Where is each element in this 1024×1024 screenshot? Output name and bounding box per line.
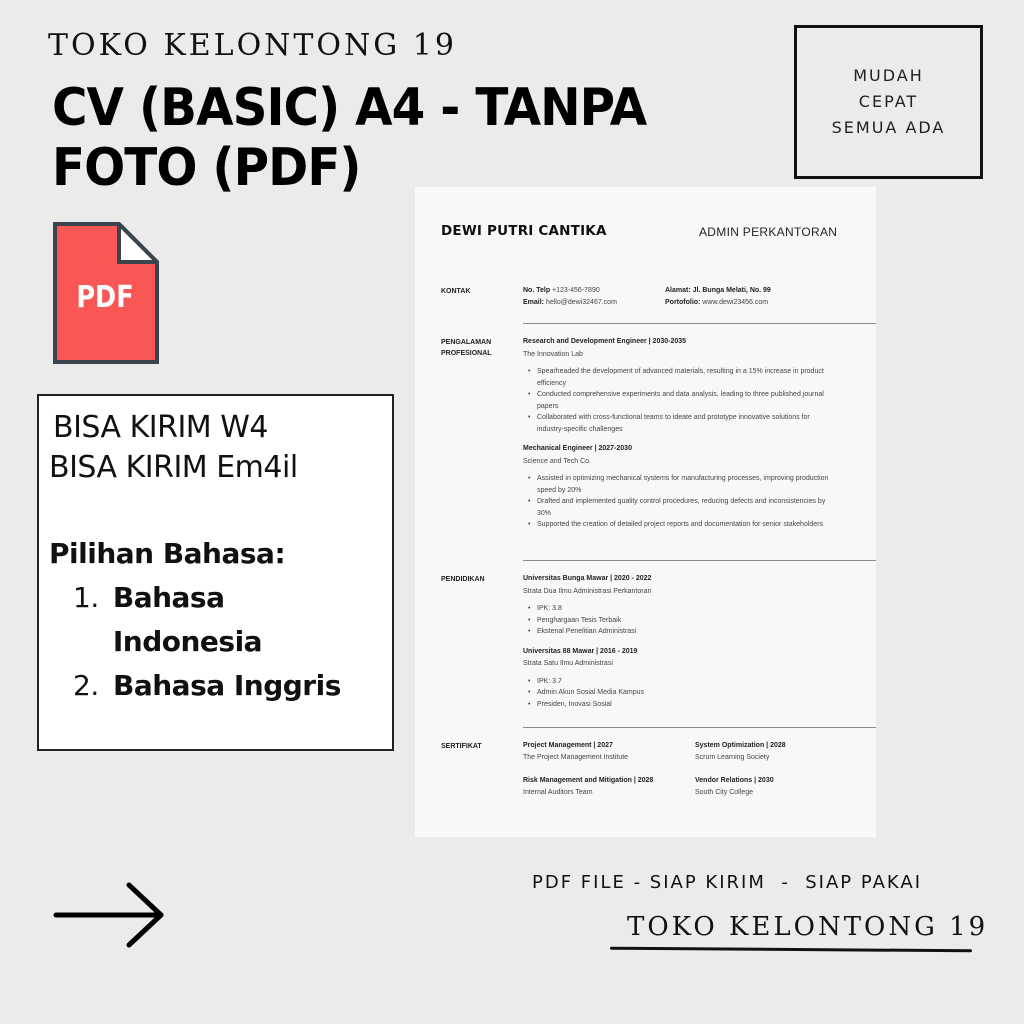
- certificates-section-label: SERTIFIKAT: [441, 743, 482, 750]
- language-option-label: Bahasa Indonesia: [112, 581, 263, 658]
- product-title-line-2: FOTO (PDF): [52, 138, 361, 198]
- language-option: [49, 576, 382, 664]
- education-section: [523, 573, 863, 718]
- language-option: [49, 664, 382, 708]
- job-bullet: • Assisted in optimizing mechanical systems for manufacturing processes, improving production speed by 20%: [528, 473, 838, 496]
- certificate-entry: [523, 775, 695, 798]
- resume-name: DEWI PUTRI CANTIKA: [441, 223, 607, 239]
- language-option-number: 2.: [73, 669, 99, 702]
- language-option-number: 1.: [73, 581, 99, 614]
- job-bullet: • Spearheaded the development of advanced materials, resulting in a 15% increase in product efficiency: [528, 366, 838, 389]
- section-divider: [523, 560, 876, 561]
- contact-section-label: KONTAK: [441, 288, 471, 295]
- certificate-issuer: South City College: [695, 788, 753, 796]
- tagline-line: SEMUA ADA: [831, 118, 946, 137]
- certificate-title: Risk Management and Mitigation | 2028: [523, 777, 654, 784]
- send-email-text: BISA KIRIM Em4il: [49, 450, 298, 485]
- job-entry: [523, 443, 863, 531]
- job-company: The Innovation Lab: [523, 350, 583, 358]
- pdf-icon-label: PDF: [76, 278, 134, 315]
- brand-underline: [610, 947, 972, 953]
- job-bullet: • Drafted and implemented quality control procedures, reducing defects and inconsistencies by 30%: [528, 496, 838, 519]
- job-title: Research and Development Engineer | 2030-2035: [523, 338, 687, 345]
- experience-section: [523, 336, 863, 539]
- school-bullet: • Presiden, Inovasi Sosial: [528, 699, 838, 711]
- job-bullet: • Collaborated with cross-functional teams to ideate and prototype innovative solutions for industry-specific challenges: [528, 412, 838, 435]
- brand-name-bottom: TOKO KELONTONG 19: [627, 912, 989, 942]
- tagline-line: CEPAT: [858, 92, 919, 111]
- job-company: Science and Tech Co.: [523, 457, 591, 465]
- resume-role: ADMIN PERKANTORAN: [699, 225, 838, 239]
- tagline-box: [794, 25, 983, 179]
- pdf-file-icon: [53, 222, 159, 364]
- features-text: PDF FILE - SIAP KIRIM - SIAP PAKAI: [532, 872, 923, 893]
- school-degree: Strata Dua Ilmu Administrasi Perkantoran: [523, 587, 652, 595]
- certificate-issuer: Scrum Learning Society: [695, 753, 770, 761]
- brand-name-top: TOKO KELONTONG 19: [48, 28, 457, 63]
- resume-preview: [415, 187, 876, 837]
- certificate-entry: [695, 740, 865, 763]
- product-title: [52, 78, 703, 198]
- certificate-title: Project Management | 2027: [523, 742, 613, 749]
- job-title: Mechanical Engineer | 2027-2030: [523, 445, 632, 452]
- school-entry: [523, 573, 863, 638]
- certificate-entry: [523, 740, 695, 763]
- section-divider: [523, 727, 876, 728]
- certificate-issuer: The Project Management Institute: [523, 753, 629, 761]
- product-title-line-1: CV (BASIC) A4 - TANPA: [52, 78, 647, 138]
- tagline-line: MUDAH: [853, 66, 924, 85]
- job-bullet: • Conducted comprehensive experiments and data analysis, leading to three published journal papers: [528, 389, 838, 412]
- section-divider: [523, 323, 876, 324]
- school-bullet: • Ekstenal Penelitian Administrasi: [528, 626, 838, 638]
- contact-section: [523, 285, 863, 308]
- contact-email: Email: hello@dewi32467.com: [523, 298, 617, 306]
- contact-address: Alamat: Jl. Bunga Melati, No. 99: [665, 287, 771, 294]
- language-options-title: Pilihan Bahasa:: [49, 537, 286, 570]
- certificate-issuer: Internal Auditors Team: [523, 788, 593, 796]
- certificate-entry: [695, 775, 865, 798]
- contact-portfolio: Portofolio: www.dewi23456.com: [665, 298, 769, 306]
- send-whatsapp-text: BISA KIRIM W4: [53, 410, 268, 445]
- school-bullet: • Admin Akun Sosial Media Kampus: [528, 687, 838, 699]
- school-bullet: • Penghargaan Tesis Terbaik: [528, 615, 838, 627]
- job-entry: [523, 336, 863, 435]
- language-option-label: Bahasa Inggris: [113, 669, 341, 702]
- certificate-title: System Optimization | 2028: [695, 742, 786, 749]
- certificates-section: [523, 740, 863, 798]
- arrow-right-icon[interactable]: [53, 882, 167, 948]
- school-entry: [523, 646, 863, 711]
- school-bullet: • IPK: 3.8: [528, 603, 838, 615]
- contact-phone: No. Telp +123-456-7890: [523, 287, 600, 294]
- certificate-title: Vendor Relations | 2030: [695, 777, 774, 784]
- info-box: [37, 394, 394, 751]
- school-bullet: • IPK: 3.7: [528, 676, 838, 688]
- job-bullet: • Supported the creation of detailed project reports and documentation for senior stakeholders: [528, 519, 838, 531]
- experience-section-label: PENGALAMAN PROFESIONAL: [441, 339, 492, 357]
- school-title: Universitas Bunga Mawar | 2020 - 2022: [523, 575, 652, 582]
- education-section-label: PENDIDIKAN: [441, 576, 485, 583]
- school-title: Universitas 88 Mawar | 2016 - 2019: [523, 647, 638, 655]
- school-degree: Strata Satu Ilmu Administrasi: [523, 660, 613, 667]
